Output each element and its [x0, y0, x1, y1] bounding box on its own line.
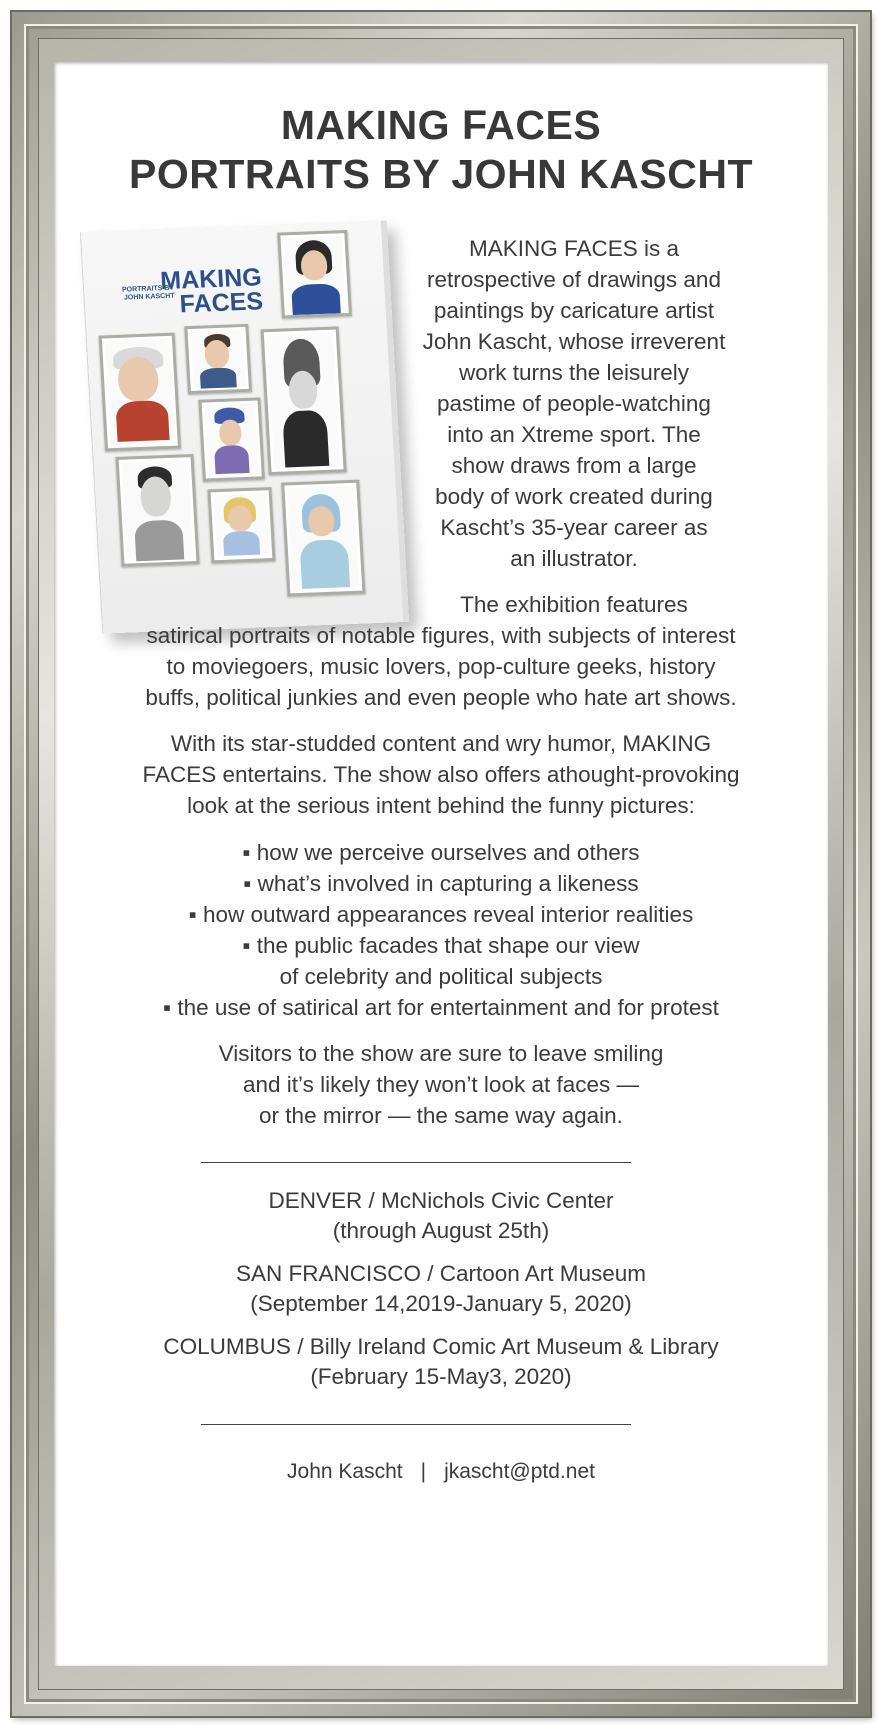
- bullet-item: ▪ the use of satirical art for entertainment and for protest: [163, 995, 719, 1020]
- intro-line: Kascht’s 35-year career as: [440, 515, 708, 540]
- intro-line: into an Xtreme sport. The: [447, 422, 701, 447]
- intro-line: pastime of people-watching: [437, 391, 711, 416]
- venue-san-francisco-name: SAN FRANCISCO / Cartoon Art Museum: [235, 1261, 647, 1286]
- contact-email[interactable]: jkascht@ptd.net: [444, 1460, 595, 1483]
- exhibition-line: The exhibition features: [460, 592, 688, 617]
- book-cover-image: [84, 220, 414, 640]
- caricature-man-red-shirt: [99, 333, 181, 452]
- divider-bottom: [201, 1424, 631, 1425]
- humor-line: FACES entertains. The show also offers athought-provoking: [142, 762, 740, 787]
- intro-line: show draws from a large: [451, 453, 697, 478]
- venue-denver-name: DENVER / McNichols Civic Center: [268, 1188, 614, 1213]
- closing-line: and it’s likely they won’t look at faces —: [242, 1072, 640, 1097]
- caricature-woman-portrait: [277, 230, 352, 319]
- book-cover-subtitle: PORTRAITS BY JOHN KASCHT: [121, 284, 175, 302]
- book-cover: [81, 220, 409, 633]
- intro-line: paintings by caricature artist: [433, 298, 715, 323]
- divider-top: [201, 1162, 631, 1163]
- venue-columbus-dates: (February 15-May3, 2020): [310, 1364, 572, 1389]
- caricature-small-man: [184, 324, 252, 394]
- contact-name: John Kascht: [287, 1460, 403, 1483]
- humor-line: With its star-studded content and wry humor, MAKING: [170, 731, 712, 756]
- caricature-blonde-woman: [207, 487, 275, 563]
- venue-denver-dates: (through August 25th): [332, 1218, 550, 1243]
- caricature-tall-hair-man: [261, 326, 347, 475]
- caricature-dark-hair-man: [115, 454, 199, 567]
- bullet-item-continuation: of celebrity and political subjects: [279, 964, 603, 989]
- caricature-woman-hat: [198, 397, 265, 481]
- book-cover-title: MAKING FACES: [159, 263, 264, 319]
- poster-frame: [12, 12, 870, 1716]
- venue-san-francisco-dates: (September 14,2019-January 5, 2020): [250, 1291, 632, 1316]
- page-subtitle: PORTRAITS BY JOHN KASCHT: [128, 151, 754, 197]
- closing-line: or the mirror — the same way again.: [259, 1103, 623, 1128]
- bullet-item: ▪ what’s involved in capturing a likeness: [243, 871, 639, 896]
- intro-line: MAKING FACES is a: [468, 236, 680, 261]
- humor-line: look at the serious intent behind the funny pictures:: [187, 793, 695, 818]
- exhibition-line: to moviegoers, music lovers, pop-culture geeks, history: [166, 654, 716, 679]
- exhibition-line: buffs, political junkies and even people who hate art shows.: [145, 685, 737, 710]
- venue-columbus-name: COLUMBUS / Billy Ireland Comic Art Museum & Library: [163, 1334, 719, 1359]
- page-title: MAKING FACES: [280, 102, 602, 148]
- intro-line: John Kascht, whose irreverent: [422, 329, 726, 354]
- bullet-item: ▪ how outward appearances reveal interior realities: [188, 902, 694, 927]
- contact-separator: |: [420, 1460, 427, 1483]
- intro-line: body of work created during: [435, 484, 713, 509]
- intro-line: an illustrator.: [510, 546, 638, 571]
- intro-line: retrospective of drawings and: [427, 267, 721, 292]
- bullet-item: ▪ how we perceive ourselves and others: [242, 840, 640, 865]
- bullet-item: ▪ the public facades that shape our view: [242, 933, 640, 958]
- intro-line: work turns the leisurely: [458, 360, 690, 385]
- caricature-headscarf-woman: [281, 480, 365, 597]
- exhibition-line: satirical portraits of notable figures, with subjects of interest: [146, 623, 736, 648]
- contact-line: [94, 1457, 788, 1487]
- poster-mat: [54, 62, 828, 1666]
- closing-line: Visitors to the show are sure to leave smiling: [218, 1041, 664, 1066]
